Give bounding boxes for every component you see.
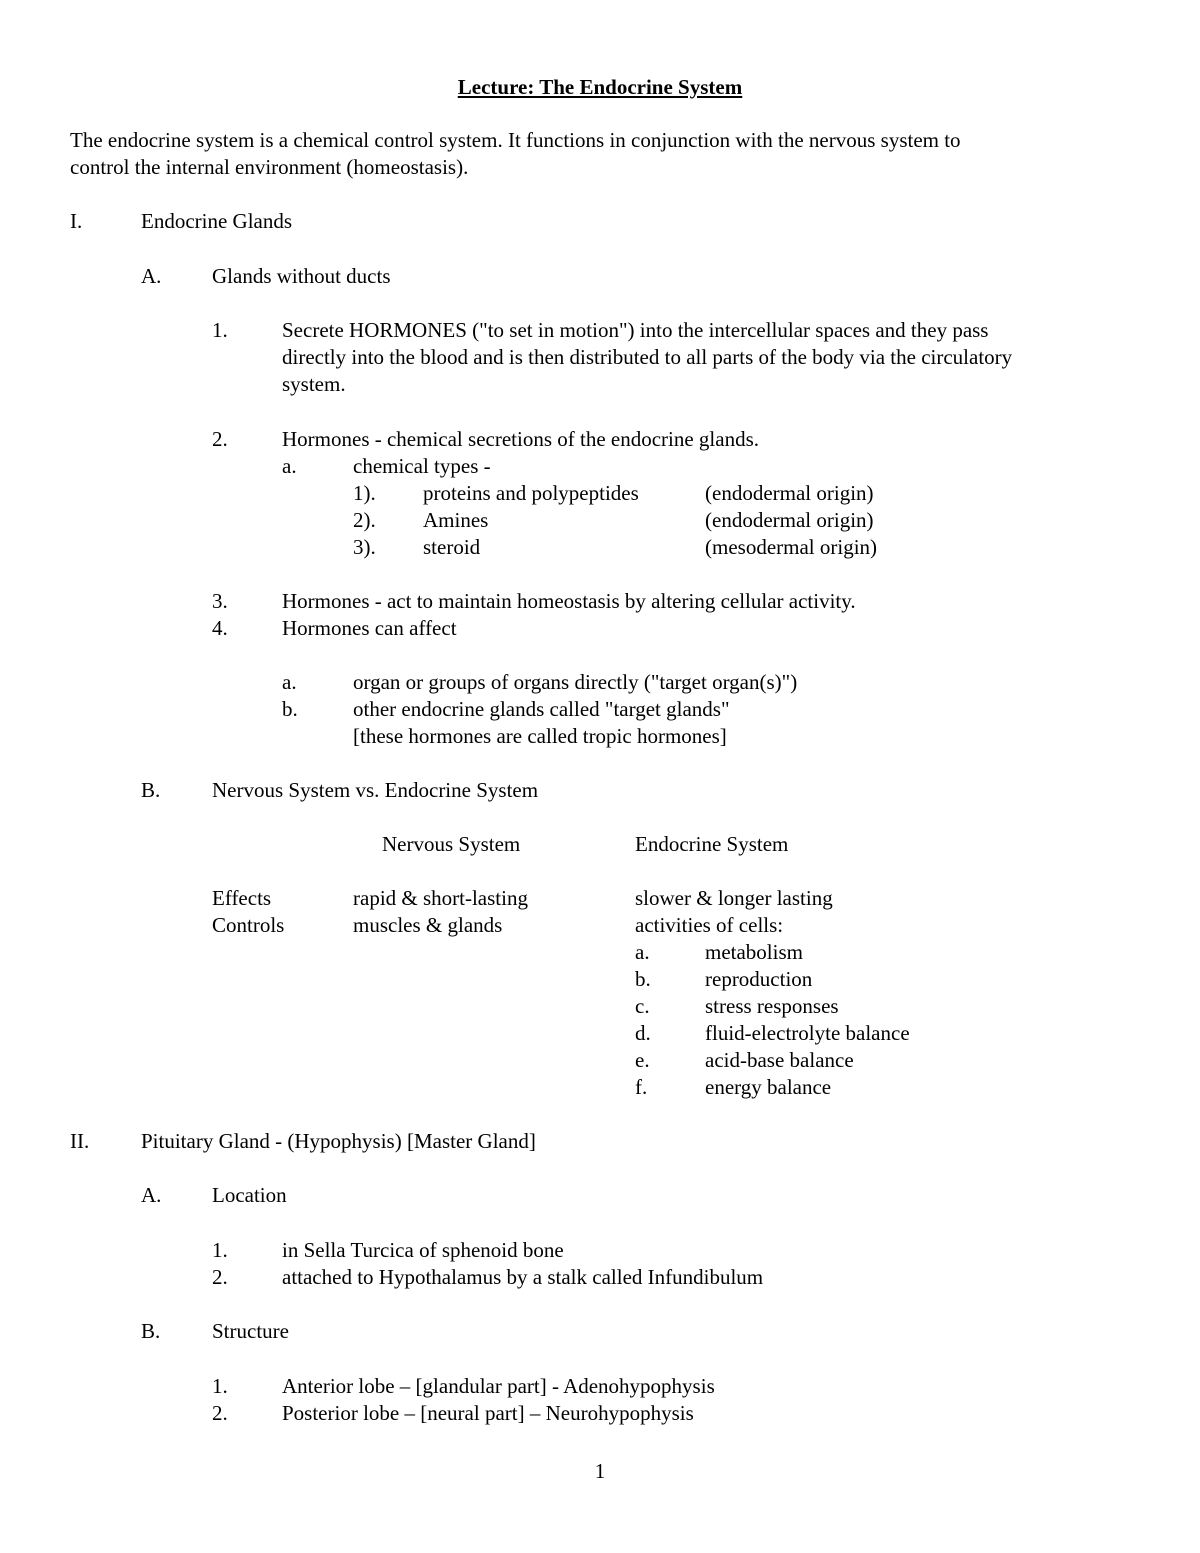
structure-item-text: Anterior lobe – [glandular part] - Adenohypophysis [282, 1374, 715, 1398]
activity-text: reproduction [705, 967, 813, 991]
item-1-line-3: system. [282, 372, 346, 396]
item-2-number: 2. [212, 427, 228, 451]
comparison-row-endocrine: activities of cells: [635, 913, 784, 937]
item-4-text: Hormones can affect [282, 616, 457, 640]
item-1-line-1: Secrete HORMONES ("to set in motion") into the intercellular spaces and they pass [282, 318, 989, 342]
activity-text: acid-base balance [705, 1048, 854, 1072]
chemical-type-number: 2). [353, 508, 376, 532]
chemical-type-name: Amines [423, 508, 489, 532]
comparison-row-endocrine: slower & longer lasting [635, 886, 833, 910]
item-2-text: Hormones - chemical secretions of the endocrine glands. [282, 427, 760, 451]
item-4a-text: organ or groups of organs directly ("target organ(s)") [353, 670, 798, 694]
item-1-line-2: directly into the blood and is then distributed to all parts of the body via the circulatory [282, 345, 1013, 369]
section-2b-letter: B. [141, 1319, 161, 1343]
item-3-number: 3. [212, 589, 228, 613]
item-4b-note: [these hormones are called tropic hormones] [353, 724, 727, 748]
section-2a-heading: Location [212, 1183, 287, 1207]
intro-line-1: The endocrine system is a chemical control system. It functions in conjunction with the nervous system to [70, 128, 961, 152]
activity-text: stress responses [705, 994, 839, 1018]
comparison-row-label: Effects [212, 886, 272, 910]
chemical-type-name: proteins and polypeptides [423, 481, 639, 505]
chemical-type-number: 1). [353, 481, 376, 505]
comparison-row-nervous: rapid & short-lasting [353, 886, 528, 910]
section-2-number: II. [70, 1129, 90, 1153]
column-header-nervous: Nervous System [382, 832, 521, 856]
location-item-number: 2. [212, 1265, 228, 1289]
activity-text: metabolism [705, 940, 803, 964]
item-2a-text: chemical types - [353, 454, 491, 478]
chemical-type-origin: (endodermal origin) [705, 481, 874, 505]
item-4a-letter: a. [282, 670, 297, 694]
section-2b-heading: Structure [212, 1319, 289, 1343]
item-2a-letter: a. [282, 454, 297, 478]
section-1-heading: Endocrine Glands [141, 209, 293, 233]
page-number: 1 [594, 1459, 606, 1483]
activity-text: energy balance [705, 1075, 832, 1099]
page-title: Lecture: The Endocrine System [457, 75, 743, 99]
activity-letter: f. [635, 1075, 648, 1099]
chemical-type-name: steroid [423, 535, 481, 559]
activity-letter: b. [635, 967, 651, 991]
item-4b-letter: b. [282, 697, 298, 721]
chemical-type-origin: (endodermal origin) [705, 508, 874, 532]
location-item-number: 1. [212, 1238, 228, 1262]
section-1a-heading: Glands without ducts [212, 264, 391, 288]
column-header-endocrine: Endocrine System [635, 832, 789, 856]
item-4-number: 4. [212, 616, 228, 640]
structure-item-number: 1. [212, 1374, 228, 1398]
item-1-number: 1. [212, 318, 228, 342]
section-1a-letter: A. [141, 264, 162, 288]
comparison-row-nervous: muscles & glands [353, 913, 503, 937]
item-4b-text: other endocrine glands called "target glands" [353, 697, 730, 721]
section-2a-letter: A. [141, 1183, 162, 1207]
section-1b-letter: B. [141, 778, 161, 802]
item-3-text: Hormones - act to maintain homeostasis by altering cellular activity. [282, 589, 856, 613]
location-item-text: attached to Hypothalamus by a stalk called Infundibulum [282, 1265, 764, 1289]
activity-letter: e. [635, 1048, 650, 1072]
structure-item-text: Posterior lobe – [neural part] – Neurohypophysis [282, 1401, 694, 1425]
activity-text: fluid-electrolyte balance [705, 1021, 910, 1045]
structure-item-number: 2. [212, 1401, 228, 1425]
comparison-row-label: Controls [212, 913, 285, 937]
activity-letter: a. [635, 940, 650, 964]
chemical-type-number: 3). [353, 535, 376, 559]
chemical-type-origin: (mesodermal origin) [705, 535, 878, 559]
location-item-text: in Sella Turcica of sphenoid bone [282, 1238, 564, 1262]
section-1b-heading: Nervous System vs. Endocrine System [212, 778, 539, 802]
activity-letter: d. [635, 1021, 651, 1045]
activity-letter: c. [635, 994, 650, 1018]
section-1-number: I. [70, 209, 83, 233]
intro-line-2: control the internal environment (homeostasis). [70, 155, 469, 179]
section-2-heading: Pituitary Gland - (Hypophysis) [Master Gland] [141, 1129, 536, 1153]
